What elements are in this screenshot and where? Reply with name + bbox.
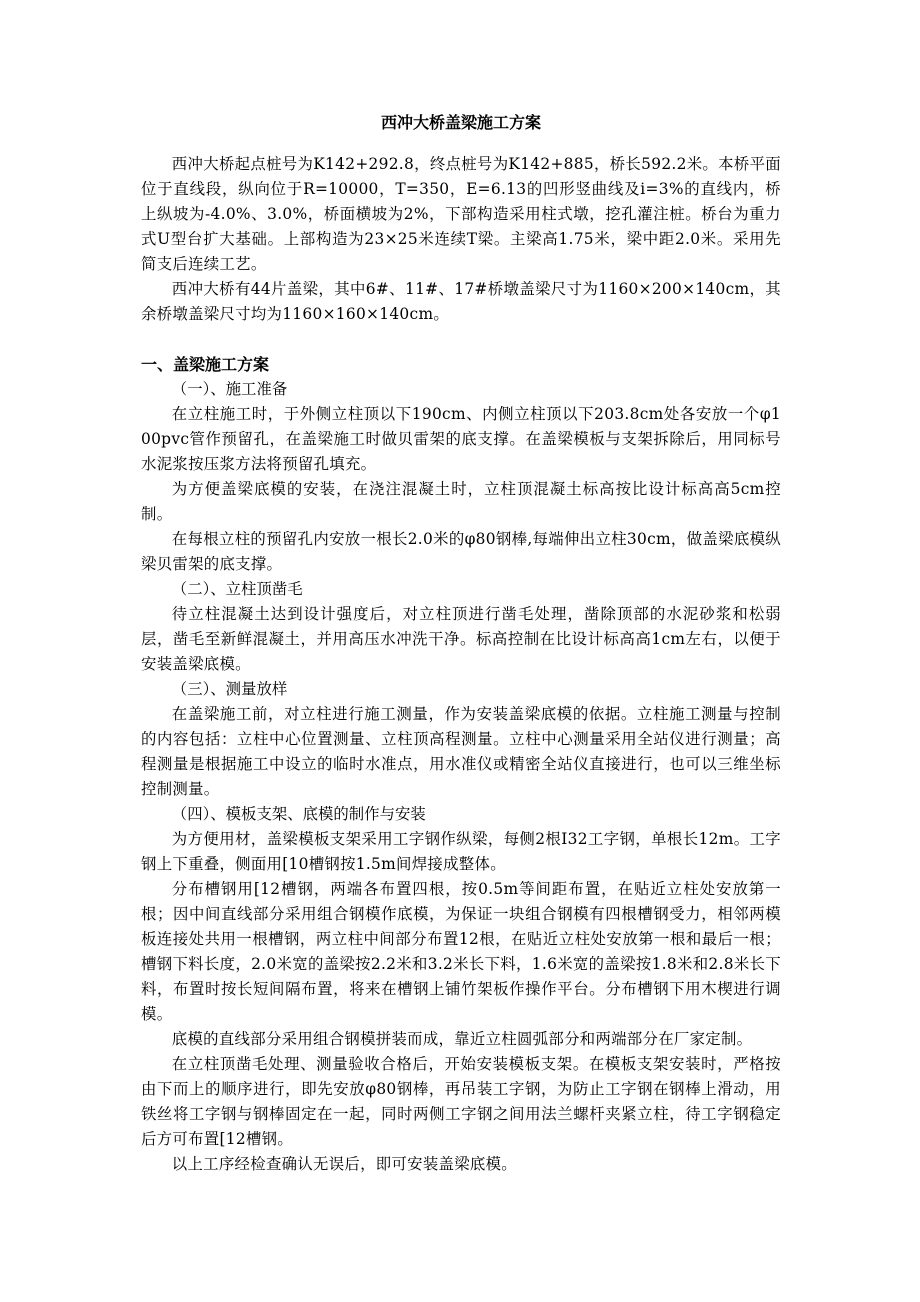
intro-paragraph: 西冲大桥起点桩号为K142+292.8，终点桩号为K142+885，桥长592.2米。本桥平面位于直线段，纵向位于R=10000，T=350，E=6.13的凹形竖曲线及i=3%的直线内，桥上纵坡为-4.0%、3.0%，桥面横坡为2%，下部构造采用柱式墩，挖孔灌注桩。桥台为重力式U型台扩大基础。上部构造为23×25米连续T梁。主梁高1.75米，梁中距2.0米。采用先简支后连续工艺。 [141, 155, 781, 273]
subsection-heading: （四）、模板支架、底模的制作与安装 [171, 805, 426, 823]
body-paragraph: 待立柱混凝土达到设计强度后，对立柱顶进行凿毛处理，凿除顶部的水泥砂浆和松弱层，凿毛至新鲜混凝土，并用高压水冲洗干净。标高控制在比设计标高高1cm左右，以便于安装盖梁底模。 [141, 605, 781, 673]
body-paragraph: 在立柱顶凿毛处理、测量验收合格后，开始安装模板支架。在模板支架安装时，严格按由下而上的顺序进行，即先安放φ80钢棒，再吊装工字钢，为防止工字钢在钢棒上滑动，用铁丝将工字钢与钢棒固定在一起，同时两侧工字钢之间用法兰螺杆夹紧立柱，待工字钢稳定后方可布置[12槽钢。 [141, 1055, 781, 1148]
subsection-heading: （三）、测量放样 [171, 680, 288, 698]
body-paragraph: 分布槽钢用[12槽钢，两端各布置四根，按0.5m等间距布置，在贴近立柱处安放第一根；因中间直线部分采用组合钢模作底模，为保证一块组合钢模有四根槽钢受力，相邻两模板连接处共用一根槽钢，两立柱中间部分布置12根，在贴近立柱处安放第一根和最后一根；槽钢下料长度，2.0米宽的盖梁按2.2米和3.2米长下料，1.6米宽的盖梁按1.8米和2.8米长下料，布置时按长短间隔布置，将来在槽钢上铺竹架板作操作平台。分布槽钢下用木楔进行调模。 [141, 880, 781, 1023]
body-paragraph: 以上工序经检查确认无误后，即可安装盖梁底模。 [171, 1155, 517, 1173]
section-heading: 一、盖梁施工方案 [141, 355, 270, 374]
intro-paragraph: 西冲大桥有44片盖梁，其中6#、11#、17#桥墩盖梁尺寸为1160×200×140cm，其余桥墩盖梁尺寸均为1160×160×140cm。 [141, 280, 781, 323]
spacer [141, 327, 781, 352]
body-paragraph: 为方便用材，盖梁模板支架采用工字钢作纵梁，每侧2根I32工字钢，单根长12m。工字钢上下重叠，侧面用[10槽钢按1.5m间焊接成整体。 [141, 830, 781, 873]
subsection-heading: （一）、施工准备 [171, 380, 288, 398]
body-paragraph: 在立柱施工时，于外侧立柱顶以下190cm、内侧立柱顶以下203.8cm处各安放一个φ100pvc管作预留孔，在盖梁施工时做贝雷架的底支撑。在盖梁模板与支架拆除后，用同标号水泥浆按压浆方法将预留孔填充。 [141, 405, 781, 473]
body-paragraph: 在每根立柱的预留孔内安放一根长2.0米的φ80钢棒,每端伸出立柱30cm，做盖梁底模纵梁贝雷架的底支撑。 [141, 530, 781, 573]
body-paragraph: 为方便盖梁底模的安装，在浇注混凝土时，立柱顶混凝土标高按比设计标高高5cm控制。 [141, 480, 781, 523]
document-page [141, 110, 781, 1177]
document-title: 西冲大桥盖梁施工方案 [380, 113, 541, 132]
body-paragraph: 在盖梁施工前，对立柱进行施工测量，作为安装盖梁底模的依据。立柱施工测量与控制的内容包括：立柱中心位置测量、立柱顶高程测量。立柱中心测量采用全站仪进行测量；高程测量是根据施工中设立的临时水准点，用水准仪或精密全站仪直接进行，也可以三维坐标控制测量。 [141, 705, 781, 798]
body-paragraph: 底模的直线部分采用组合钢模拼装而成，靠近立柱圆弧部分和两端部分在厂家定制。 [171, 1030, 753, 1048]
subsection-heading: （二）、立柱顶凿毛 [171, 580, 303, 598]
